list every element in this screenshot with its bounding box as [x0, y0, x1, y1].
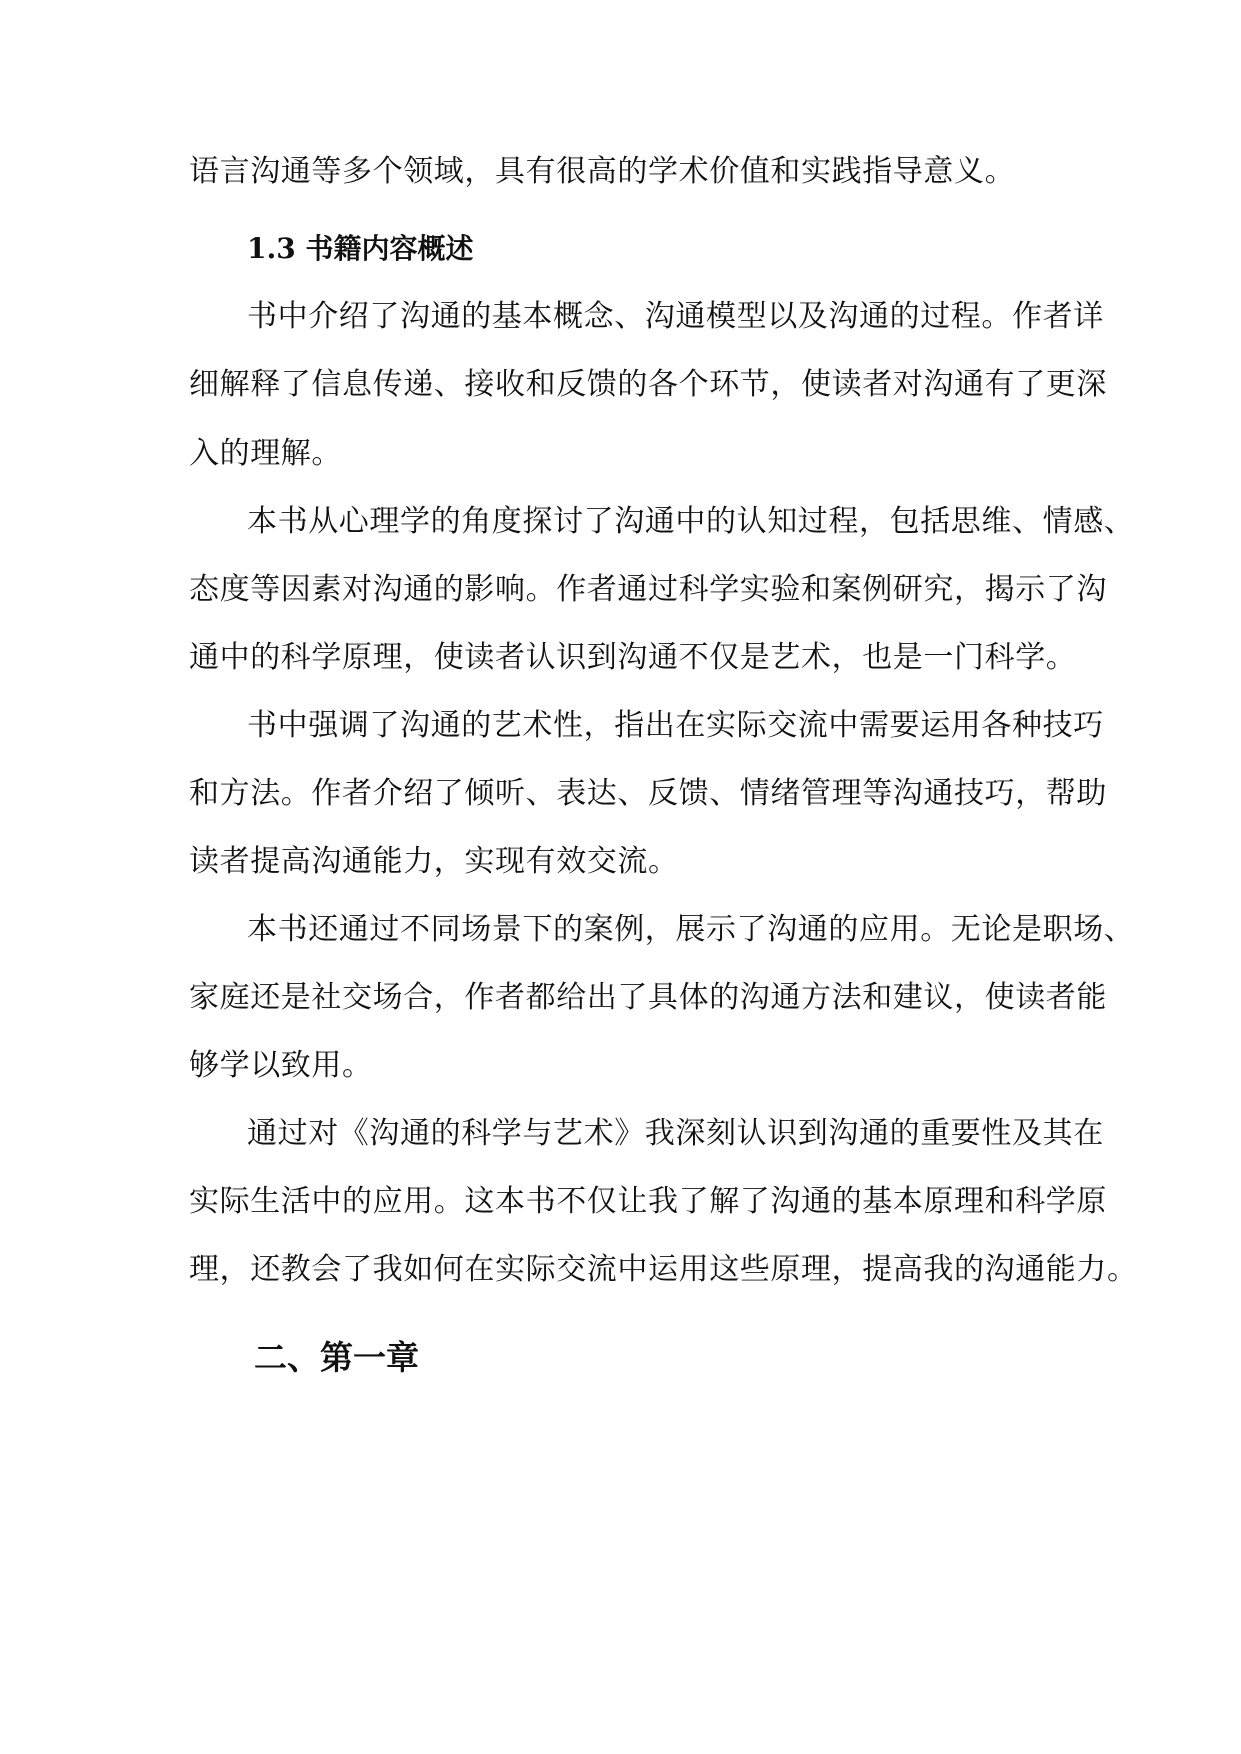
paragraph-line: 和方法。作者介绍了倾听、表达、反馈、情绪管理等沟通技巧，帮助	[189, 776, 1107, 811]
paragraph-line: 语言沟通等多个领域，具有很高的学术价值和实践指导意义。	[189, 154, 1016, 189]
paragraph-line: 入的理解。	[189, 436, 342, 471]
paragraph-line: 实际生活中的应用。这本书不仅让我了解了沟通的基本原理和科学原	[189, 1184, 1107, 1219]
paragraph-line: 家庭还是社交场合，作者都给出了具体的沟通方法和建议，使读者能	[189, 980, 1107, 1015]
paragraph-line: 细解释了信息传递、接收和反馈的各个环节，使读者对沟通有了更深	[189, 367, 1107, 402]
paragraph-line: 够学以致用。	[189, 1048, 373, 1083]
section-heading: 1.3 书籍内容概述	[247, 232, 474, 265]
paragraph-line: 本书从心理学的角度探讨了沟通中的认知过程，包括思维、情感、	[247, 504, 1135, 539]
paragraph-line: 理，还教会了我如何在实际交流中运用这些原理，提高我的沟通能力。	[189, 1252, 1138, 1287]
paragraph-line: 态度等因素对沟通的影响。作者通过科学实验和案例研究，揭示了沟	[189, 572, 1107, 607]
paragraph-line: 通中的科学原理，使读者认识到沟通不仅是艺术，也是一门科学。	[189, 640, 1077, 675]
paragraph-line: 书中强调了沟通的艺术性，指出在实际交流中需要运用各种技巧	[247, 708, 1104, 743]
paragraph-line: 本书还通过不同场景下的案例，展示了沟通的应用。无论是职场、	[247, 912, 1135, 947]
paragraph-line: 通过对《沟通的科学与艺术》我深刻认识到沟通的重要性及其在	[247, 1116, 1104, 1151]
paragraph-line: 读者提高沟通能力，实现有效交流。	[189, 844, 679, 879]
paragraph-line: 书中介绍了沟通的基本概念、沟通模型以及沟通的过程。作者详	[247, 299, 1104, 334]
chapter-heading: 二、第一章	[254, 1338, 419, 1377]
